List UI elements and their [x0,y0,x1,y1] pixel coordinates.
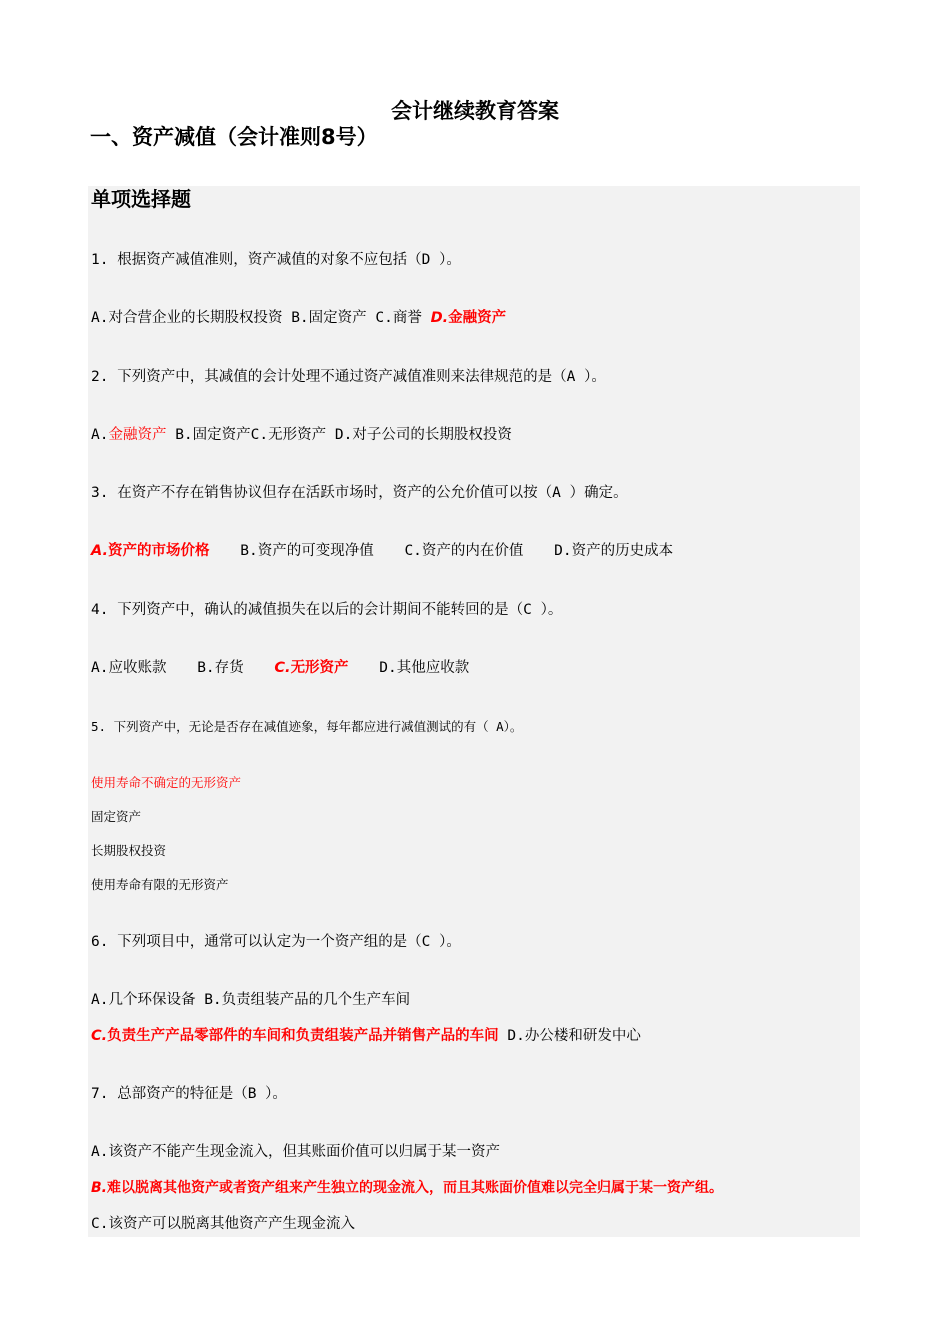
option-d: D.其他应收款 [379,660,470,676]
option-a: A.几个环保设备 [91,992,196,1008]
question-4-options [91,657,469,679]
question-5-stem: 5. 下列资产中，无论是否存在减值迹象，每年都应进行减值测试的有（ A）。 [91,719,523,734]
option-c: C.资产的内在价值 [404,543,524,559]
question-5-option: 固定资产 [91,809,142,824]
option-d: D.资产的历史成本 [554,543,674,559]
option-a: A.对合营企业的长期股权投资 [91,310,283,326]
option-c-answer: C.负责生产产品零部件的车间和负责组装产品并销售产品的车间 [91,1028,499,1044]
question-3-options [91,540,673,562]
question-1-options [91,307,506,329]
question-1-stem: 1. 根据资产减值准则，资产减值的对象不应包括（D ）。 [91,252,461,268]
question-7-stem: 7. 总部资产的特征是（B ）。 [91,1086,287,1102]
question-5-option: 长期股权投资 [91,843,167,858]
question-3-stem: 3. 在资产不存在销售协议但存在活跃市场时，资产的公允价值可以按（A ）确定。 [91,485,628,501]
option-c-answer: C.无形资产 [274,660,349,676]
option-b: B.存货 [197,660,244,676]
question-2-stem: 2. 下列资产中，其减值的会计处理不通过资产减值准则来法律规范的是（A ）。 [91,369,606,385]
option-a: A.应收账款 [91,660,167,676]
question-5-option: 使用寿命有限的无形资产 [91,877,229,892]
question-7-option-b [91,1177,723,1199]
question-5-option-answer: 使用寿命不确定的无形资产 [91,775,242,790]
question-6-options-line2 [91,1025,641,1047]
option-d: D.办公楼和研发中心 [507,1028,641,1044]
chapter-title: 一、资产减值（会计准则8号） [90,125,378,149]
option-b: B.固定资产 [175,427,251,443]
option-a-letter: A. [91,427,109,443]
option-a-answer: A.资产的市场价格 [91,543,210,559]
option-d: D.对子公司的长期股权投资 [334,427,512,443]
question-7-option-c: C.该资产可以脱离其他资产产生现金流入 [91,1216,355,1232]
option-b: B.资产的可变现净值 [240,543,374,559]
option-b-answer: B.难以脱离其他资产或者资产组来产生独立的现金流入，而且其账面价值难以完全归属于某一资产组。 [91,1180,723,1196]
option-b: B.负责组装产品的几个生产车间 [204,992,411,1008]
option-a-answer: 金融资产 [108,427,167,443]
option-c: C.商誉 [375,310,422,326]
document-title: 会计继续教育答案 [391,99,559,123]
option-d-answer: D.金融资产 [430,310,507,326]
question-panel [88,186,860,1237]
option-b: B.固定资产 [291,310,367,326]
question-2-options [91,424,512,446]
question-4-stem: 4. 下列资产中，确认的减值损失在以后的会计期间不能转回的是（C ）。 [91,602,563,618]
section-title: 单项选择题 [91,187,191,211]
option-c: C.无形资产 [250,427,327,443]
question-6-stem: 6. 下列项目中，通常可以认定为一个资产组的是（C ）。 [91,934,461,950]
question-6-options-line1 [91,989,410,1011]
question-7-option-a: A.该资产不能产生现金流入，但其账面价值可以归属于某一资产 [91,1144,500,1160]
